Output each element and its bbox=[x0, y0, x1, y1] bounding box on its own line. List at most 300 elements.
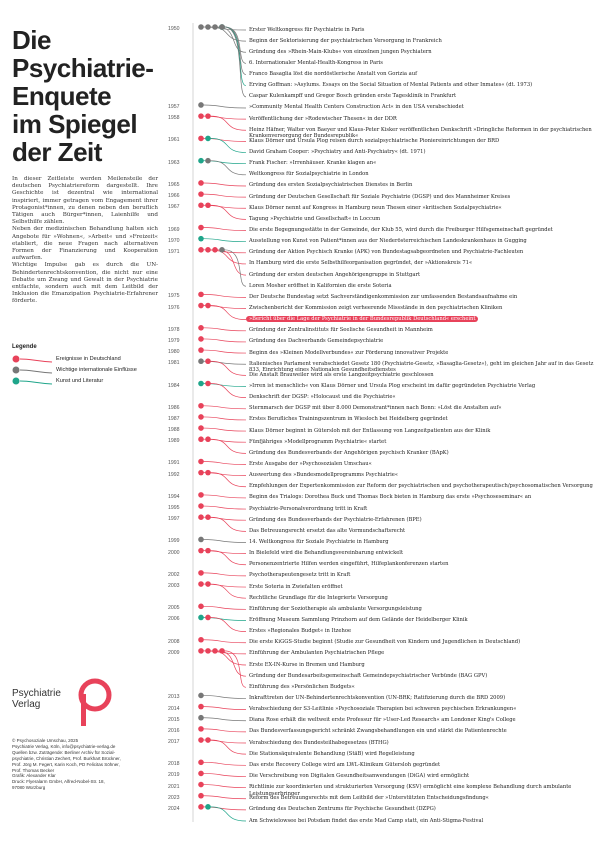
year-label: 2024 bbox=[168, 805, 180, 812]
event-connector bbox=[204, 773, 247, 776]
event-connector bbox=[225, 27, 247, 86]
event-label: Das Bundesverfassungsgericht schränkt Zwangsbehandlungen ein und stärkt die Patientenrechte bbox=[249, 728, 507, 735]
event-dot bbox=[198, 470, 204, 476]
event-dot bbox=[212, 247, 218, 253]
year-label: 1965 bbox=[168, 181, 180, 188]
year-label: 2009 bbox=[168, 649, 180, 656]
year-label: 1961 bbox=[168, 137, 180, 144]
event-dot bbox=[219, 648, 225, 654]
event-dot bbox=[198, 648, 204, 654]
event-label: Beginn des Trialogs: Dorothea Buck und Thomas Bock bieten in Hamburg das erste »Psychoseseminar« an bbox=[249, 494, 532, 501]
event-dot bbox=[198, 102, 204, 108]
event-label: Weltkongress für Sozialpsychiatrie in London bbox=[249, 171, 369, 178]
event-dot bbox=[198, 403, 204, 409]
event-label: Psychotherapeutengesetz tritt in Kraft bbox=[249, 572, 351, 579]
event-dot bbox=[198, 782, 204, 788]
event-text bbox=[249, 305, 594, 312]
event-text bbox=[249, 673, 594, 680]
event-label: Gründung des ersten Sozialpsychiatrischen Dienstes in Berlin bbox=[249, 182, 413, 189]
event-label: Tagung »Psychiatrie und Gesellschaft« in Loccum bbox=[249, 215, 381, 222]
event-connector bbox=[225, 250, 247, 286]
intro-paragraph: Wichtige Impulse gab es durch die UN-Behindertenrechtskonvention, die nicht nur eine Debatte um Zwang und Gewalt in der Psychiatrie entfachte, sondern auch mit dem Leitbild der Inklusion die Emanzipation Psychiatrie-Erfahrener förderte. bbox=[12, 262, 158, 305]
event-dot bbox=[198, 113, 204, 119]
event-label: 14. Weltkongress für Soziale Psychiatrie in Hamburg bbox=[249, 538, 389, 545]
event-text bbox=[249, 372, 594, 379]
year-label: 2000 bbox=[168, 549, 180, 556]
year-label: 1957 bbox=[168, 103, 180, 110]
event-label: Zwischenbericht der Kommission zeigt verheerende Missstände in den psychiatrischen Kliniken bbox=[249, 305, 503, 312]
event-label: Gründung der ersten deutschen Angehörigengruppe in Stuttgart bbox=[249, 271, 421, 278]
legend-label: Ereignisse in Deutschland bbox=[56, 356, 121, 362]
event-text bbox=[249, 472, 594, 479]
event-label: Erste Soteria in Zwiefalten eröffnet bbox=[249, 583, 343, 590]
event-label: Ausstellung von Kunst von Patient*innen aus der Niederösterreichischen Landeskrankenhaus in Gugging bbox=[249, 238, 527, 245]
event-dot bbox=[198, 570, 204, 576]
event-text bbox=[249, 350, 594, 357]
event-connector bbox=[204, 707, 247, 710]
event-label: Frank Fischer: »Irrenhäuser. Kranke klagen an« bbox=[249, 160, 377, 167]
credit-line: Grafik: Alexander Klar bbox=[12, 773, 56, 779]
year-label: 1984 bbox=[168, 382, 180, 389]
credit-line: © Psychosoziale Umschau, 2025 bbox=[12, 738, 79, 743]
event-connector bbox=[204, 461, 247, 464]
year-label: 1975 bbox=[168, 293, 180, 300]
event-dot bbox=[205, 548, 211, 554]
event-dot bbox=[198, 336, 204, 342]
event-connector bbox=[204, 228, 247, 231]
event-label: Beginn der Sektorisierung der psychiatrischen Versorgung in Frankreich bbox=[249, 37, 442, 44]
event-connector bbox=[225, 651, 247, 687]
event-dot bbox=[198, 581, 204, 587]
event-dot bbox=[198, 303, 204, 309]
event-label: Fünfjähriges »Modellprogramm Psychiatrie« startet bbox=[249, 438, 387, 445]
event-label: Caspar Kulenkampff und Gregor Bosch gründen erste Tagesklinik in Frankfurt bbox=[249, 93, 457, 100]
event-text bbox=[249, 506, 594, 513]
credit-line: Prof. Thomas Becker bbox=[12, 767, 55, 773]
event-label: Einführung der Soziotherapie als ambulante Versorgungsleistung bbox=[249, 605, 422, 612]
event-text bbox=[249, 561, 594, 568]
event-text bbox=[249, 93, 594, 100]
event-connector bbox=[204, 239, 247, 242]
event-dot bbox=[198, 615, 204, 621]
event-text bbox=[249, 294, 594, 301]
event-text bbox=[249, 606, 594, 613]
event-text bbox=[249, 539, 594, 546]
event-dot bbox=[212, 648, 218, 654]
event-dot bbox=[212, 24, 218, 30]
year-label: 1986 bbox=[168, 404, 180, 411]
year-label: 1958 bbox=[168, 115, 180, 122]
event-label: Franco Basaglia löst die nordöstlerische Anstalt von Gorizia auf bbox=[249, 71, 417, 78]
event-text bbox=[249, 416, 594, 423]
event-dot bbox=[205, 648, 211, 654]
event-text bbox=[249, 104, 594, 111]
event-connector bbox=[204, 785, 247, 788]
event-text bbox=[249, 38, 594, 45]
event-text bbox=[249, 149, 594, 156]
event-dot bbox=[205, 737, 211, 743]
event-dot bbox=[198, 537, 204, 543]
event-label: Gründung der Aktion Psychisch Kranke (APK) von Bundestagsabgeordneten und Psychiatrie-Fachleuten bbox=[249, 249, 524, 256]
event-dot bbox=[198, 604, 204, 610]
event-text bbox=[249, 116, 594, 123]
event-label: Inkrafttreten der UN-Behindertenrechtskonvention (UN-BRK; Ratifizierung durch die BRD 2009) bbox=[249, 694, 506, 701]
event-label: Eröffnung Museum Sammlung Prinzhorn auf dem Gelände der Heidelberger Klinik bbox=[249, 616, 468, 623]
title-line: Enquete bbox=[12, 81, 112, 111]
event-text bbox=[249, 249, 594, 256]
event-connector bbox=[204, 417, 247, 420]
event-text bbox=[249, 60, 594, 67]
event-label: Sternmarsch der DGSP mit über 8.000 Demonstrant*innen nach Bonn: »Löst die Anstalten auf« bbox=[249, 405, 502, 412]
event-dot bbox=[198, 191, 204, 197]
event-text bbox=[249, 227, 594, 234]
event-text bbox=[249, 49, 594, 56]
event-label: Psychiatrie-Personalverordnung tritt in Kraft bbox=[249, 505, 368, 512]
event-connector bbox=[204, 350, 247, 353]
event-label: Denkschrift der DGSP: »Holocaust und die Psychiatrie« bbox=[249, 394, 396, 401]
event-connector bbox=[204, 729, 247, 732]
event-dot bbox=[198, 548, 204, 554]
event-label: Gründung des Bundesverbands der Psychiatrie-Erfahrenen (BPE) bbox=[249, 516, 422, 523]
event-text bbox=[249, 160, 594, 167]
event-text bbox=[249, 572, 594, 579]
event-dot bbox=[198, 180, 204, 186]
event-label: Diana Rose erhält die weltweit erste Professur für »User-Led Research« am Londoner King's College bbox=[249, 717, 516, 724]
credit-line: Druck: Flyeralarm GmbH, Alfred-Nobel-Str. 18, bbox=[12, 779, 105, 785]
event-label: Gründung der Bundesarbeitsgemeinschaft Gemeindepsychiatrischer Verbünde (BAG GPV) bbox=[249, 672, 488, 679]
event-label: »Bericht über die Lage der Psychiatrie in der Bundesrepublik Deutschland« erscheint bbox=[246, 316, 478, 322]
event-text bbox=[249, 283, 594, 290]
credit-line: 97080 Würzburg bbox=[12, 785, 46, 791]
year-label: 1969 bbox=[168, 226, 180, 233]
event-text bbox=[249, 327, 594, 334]
event-text bbox=[249, 82, 594, 89]
year-label: 1970 bbox=[168, 237, 180, 244]
event-text bbox=[249, 138, 594, 145]
event-label: Veröffentlichung der »Rodewischer Thesen« in der DDR bbox=[249, 115, 397, 122]
event-text bbox=[249, 272, 594, 279]
event-text bbox=[249, 528, 594, 535]
year-label: 1980 bbox=[168, 349, 180, 356]
event-dot bbox=[205, 581, 211, 587]
event-label: Das Betreuungsrecht ersetzt das alte Vormundschaftsrecht bbox=[249, 527, 406, 534]
event-connector bbox=[218, 250, 247, 275]
event-label: Erste Ausgabe der »Psychosozialen Umschau« bbox=[249, 460, 372, 467]
year-label: 1995 bbox=[168, 505, 180, 512]
event-dot bbox=[198, 247, 204, 253]
event-label: Die Verschreibung von Digitalen Gesundheitsanwendungen (DiGA) wird ermöglicht bbox=[249, 772, 470, 779]
year-label: 1950 bbox=[168, 26, 180, 32]
event-label: Verabschiedung der S3-Leitlinie »Psychosoziale Therapien bei schweren psychischen Erkrankungen« bbox=[249, 706, 517, 713]
event-text bbox=[249, 182, 594, 189]
event-text bbox=[249, 818, 594, 825]
logo-line: Psychiatrie bbox=[12, 688, 61, 699]
event-text bbox=[249, 617, 594, 624]
event-label: Reform des Betreuungsrechts mit dem Leitbild der »Unterstützten Entscheidungsfindung« bbox=[249, 795, 489, 802]
event-label: In Bielefeld wird die Behandlungsvereinbarung entwickelt bbox=[249, 550, 404, 557]
event-dot bbox=[198, 759, 204, 765]
year-label: 1966 bbox=[168, 193, 180, 200]
event-dot bbox=[198, 693, 204, 699]
event-dot bbox=[205, 158, 211, 164]
year-label: 1989 bbox=[168, 438, 180, 445]
event-dot bbox=[219, 247, 225, 253]
event-connector bbox=[204, 573, 247, 576]
year-label: 2016 bbox=[168, 727, 180, 734]
event-dot bbox=[205, 136, 211, 142]
event-connector bbox=[204, 294, 247, 297]
event-label: Die Anstalt Brauweiler wird als erste Langzeitpsychiatrie geschlossen bbox=[249, 371, 434, 378]
event-dot bbox=[198, 514, 204, 520]
event-text bbox=[249, 238, 594, 245]
event-label: Gründung der Deutschen Gesellschaft für Soziale Psychiatrie (DGSP) und des Mannheimer Kreises bbox=[249, 193, 511, 200]
event-dot bbox=[205, 514, 211, 520]
year-label: 2021 bbox=[168, 783, 180, 790]
event-text bbox=[249, 584, 594, 591]
event-label: Personenzentrierte Hilfen werden eingeführt, Hilfeplankonferenzen starten bbox=[249, 561, 449, 568]
event-label: Richtlinie zur koordinierten und strukturierten Versorgung (KSV) ermöglicht eine komplexe Behandlung durch ambulante Leistungserbringer bbox=[249, 784, 572, 797]
event-text bbox=[249, 517, 594, 524]
year-label: 2005 bbox=[168, 605, 180, 612]
event-dot bbox=[198, 503, 204, 509]
credit-line: psychiatrie, Christian Zechert, Prof. Burkhart Brückner, bbox=[12, 755, 121, 761]
year-label: 2018 bbox=[168, 761, 180, 768]
event-text bbox=[249, 216, 594, 223]
event-label: Heinz Häfner, Walter von Baeyer und Klaus-Peter Kisker veröffentlichen Denkschrift »Dringliche Reformen in der psychiatrischen Krankenversorgung der Bundesrepublik« bbox=[249, 126, 592, 140]
event-dot bbox=[198, 715, 204, 721]
year-label: 2015 bbox=[168, 716, 180, 723]
event-label: Am Schwielowsee bei Potsdam findet das erste Mad Camp statt, ein Anti-Stigma-Festival bbox=[249, 817, 484, 824]
event-label: David Graham Cooper: »Psychiatry and Anti-Psychiatry« (dt. 1971) bbox=[249, 149, 426, 156]
event-text bbox=[249, 773, 594, 780]
intro-paragraph: In dieser Zeitleiste werden Meilensteile der deutschen Psychiatriereform dargestellt. Ihre Geschichte ist dezentral wie international inspiriert, immer getragen vom Engagement ihrer Protagonist*innen, zu denen neben den beruflich Tätigen auch Bürger*innen, Laienhilfe und Selbsthilfe zählen. bbox=[12, 176, 158, 226]
event-text bbox=[249, 728, 594, 735]
event-dot bbox=[205, 202, 211, 208]
event-connector bbox=[204, 105, 247, 108]
event-text bbox=[249, 450, 594, 457]
credit-line: Quellen bzw. Zuträgende: Berliner Archiv für Sozial- bbox=[12, 749, 116, 755]
event-label: »Community Mental Health Centers Construction Act« in den USA verabschiedet bbox=[249, 104, 464, 111]
event-label: Klaus Dörner und Ursula Plog reisen durch sozialpsychiatrische Pioniereinrichtungen der BRD bbox=[249, 137, 500, 144]
year-label: 2013 bbox=[168, 694, 180, 701]
event-text bbox=[249, 628, 594, 635]
event-text bbox=[249, 639, 594, 646]
event-label: Beginn des »Kleinen Modellverbundes« zur Förderung innovativer Projekte bbox=[249, 349, 449, 356]
event-text bbox=[249, 717, 594, 724]
event-connector bbox=[204, 428, 247, 431]
event-dot bbox=[198, 637, 204, 643]
event-connector bbox=[204, 796, 247, 799]
event-label: Loren Mosher eröffnet in Kalifornien die erste Soteria bbox=[249, 282, 392, 289]
event-connector bbox=[204, 640, 247, 643]
year-label: 2019 bbox=[168, 772, 180, 779]
event-text bbox=[249, 695, 594, 702]
event-connector bbox=[204, 695, 247, 698]
event-label: Die Stationsäquivalente Behandlung (StäB) wird Regelleistung bbox=[249, 750, 415, 757]
event-connector bbox=[204, 183, 247, 186]
event-label: Erste EX-IN-Kurse in Bremen und Hamburg bbox=[249, 661, 365, 668]
event-label: Erving Goffman: »Asylums. Essays on the Social Situation of Mental Patients and other Inmates« (dt. 1973) bbox=[249, 82, 533, 89]
year-label: 1987 bbox=[168, 415, 180, 422]
event-connector bbox=[204, 506, 247, 509]
event-text bbox=[249, 27, 594, 34]
event-text bbox=[249, 439, 594, 446]
event-dot bbox=[205, 303, 211, 309]
event-text bbox=[249, 383, 594, 390]
year-label: 2003 bbox=[168, 583, 180, 590]
event-connector bbox=[218, 651, 247, 676]
event-dot bbox=[198, 236, 204, 242]
event-dot bbox=[198, 793, 204, 799]
event-text bbox=[249, 751, 594, 758]
event-dot bbox=[219, 24, 225, 30]
event-connector bbox=[204, 406, 247, 409]
event-text bbox=[249, 595, 594, 602]
year-label: 1978 bbox=[168, 326, 180, 333]
event-label: Verabschiedung des Bundesteilhabegesetzes (BTHG) bbox=[249, 739, 389, 746]
event-text bbox=[249, 740, 594, 747]
event-label: Gründung der Zentralinstituts für Seelische Gesundheit in Mannheim bbox=[249, 327, 433, 334]
event-label: Die erste KiGGS-Studie beginnt (Studie zur Gesundheit von Kindern und Jugendlichen in Deutschland) bbox=[249, 639, 521, 646]
event-text bbox=[249, 706, 594, 713]
event-label: Rechtliche Grundlage für die Integrierte Versorgung bbox=[249, 594, 388, 601]
title-line: im Spiegel bbox=[12, 109, 138, 139]
event-connector bbox=[204, 495, 247, 498]
event-dot bbox=[205, 113, 211, 119]
event-dot bbox=[198, 492, 204, 498]
event-connector bbox=[204, 328, 247, 331]
event-dot bbox=[198, 292, 204, 298]
event-label: Erstes Berufliches Trainingszentrum in Wiesloch bei Heidelberg gegründet bbox=[249, 416, 448, 423]
event-label: Italienisches Parlament verabschiedet Gesetz 180 (Psychiatrie-Gesetz, »Basaglia-Gesetz«), geht im gleichen Jahr auf in das Gesetz 833, Einrichtung eines Nationalen Gesundheitsdienstes bbox=[249, 360, 594, 374]
event-dot bbox=[205, 470, 211, 476]
event-label: Die erste Begegnungsstätte in der Gemeinde, der Klub 55, wird durch die Freiburger Hilfsgemeinschaft gegründet bbox=[249, 227, 553, 234]
year-label: 1981 bbox=[168, 360, 180, 367]
event-dot bbox=[198, 347, 204, 353]
event-connector bbox=[204, 762, 247, 765]
event-dot bbox=[205, 358, 211, 364]
event-connector bbox=[204, 606, 247, 609]
event-dot bbox=[198, 726, 204, 732]
title-line: Psychiatrie- bbox=[12, 53, 154, 83]
credit-line: Prof. Jörg M. Fegert, Karin Koch, PD Felicitas Söhner, bbox=[12, 761, 120, 767]
event-text bbox=[249, 795, 594, 802]
year-label: 1963 bbox=[168, 159, 180, 166]
event-label: Auswertung des »Bundesmodellprogramms Psychiatrie« bbox=[249, 472, 399, 479]
event-label: Das erste Recovery College wird am LWL-Klinikum Gütersloh gegründet bbox=[249, 761, 441, 768]
event-text bbox=[249, 461, 594, 468]
event-dot bbox=[198, 414, 204, 420]
year-label: 2017 bbox=[168, 739, 180, 745]
event-label: »Irren ist menschlich« von Klaus Dörner und Ursula Plog erscheint im dafür gegründeten Psychiatrie Verlag bbox=[249, 383, 536, 389]
year-label: 1992 bbox=[168, 471, 180, 478]
event-dot bbox=[198, 24, 204, 30]
event-dot bbox=[198, 381, 204, 387]
event-dot bbox=[198, 325, 204, 331]
event-dot bbox=[198, 737, 204, 743]
year-label: 1997 bbox=[168, 516, 180, 523]
event-label: Gründung des Bundesverbands der Angehörigen psychisch Kranker (BApK) bbox=[249, 449, 449, 456]
event-text bbox=[249, 662, 594, 669]
event-text bbox=[249, 806, 594, 813]
event-text bbox=[249, 762, 594, 769]
event-text bbox=[249, 494, 594, 501]
year-label: 1971 bbox=[168, 248, 180, 255]
year-label: 1979 bbox=[168, 337, 180, 344]
event-dot bbox=[205, 381, 211, 387]
year-label: 2002 bbox=[168, 571, 180, 578]
legend-label: Kunst und Literatur bbox=[56, 378, 104, 384]
event-dot bbox=[205, 804, 211, 810]
event-text bbox=[249, 550, 594, 557]
event-text bbox=[249, 338, 594, 345]
event-dot bbox=[198, 202, 204, 208]
event-label: Klaus Dörner beginnt in Gütersloh mit der Entlassung von Langzeitpatienten aus der Klinik bbox=[249, 427, 491, 434]
event-dot bbox=[198, 158, 204, 164]
event-text bbox=[249, 650, 594, 657]
event-dot bbox=[205, 24, 211, 30]
event-dot bbox=[198, 225, 204, 231]
event-text bbox=[249, 260, 594, 267]
event-connector bbox=[225, 27, 247, 63]
year-label: 1991 bbox=[168, 460, 180, 467]
event-text bbox=[249, 394, 594, 401]
title-line: Die bbox=[12, 25, 51, 55]
event-label: Gründung des Deutschen Zentrums für Psychische Gesundheit (DZPG) bbox=[249, 806, 436, 813]
year-label: 1967 bbox=[168, 204, 180, 211]
event-text bbox=[249, 428, 594, 435]
event-text bbox=[249, 194, 594, 201]
event-label: Klaus Dörner nennt auf Kongress in Hamburg neun Thesen einer »kritischen Sozialpsychiatrie« bbox=[249, 204, 502, 211]
event-text bbox=[249, 171, 594, 178]
intro-paragraph: Neben der medizinischen Behandlung halten sich Angebote für »Wohnen«, »Arbeit« und »Freizeit« etabliert, die neue Fragen nach alternativen Formen der Finanzierung und Kooperation aufwarfen. bbox=[12, 226, 158, 262]
year-label: 2006 bbox=[168, 616, 180, 623]
event-label: Der Deutsche Bundestag setzt Sachverständigenkommission zur umfassenden Bestandsaufnahme ein bbox=[249, 293, 518, 300]
event-text bbox=[249, 483, 594, 490]
title-line: der Zeit bbox=[12, 137, 102, 167]
event-dot bbox=[198, 358, 204, 364]
event-label: Gründung des »Rhein-Main-Klubs« von einzelnen jungen Psychiatern bbox=[249, 48, 432, 55]
event-text bbox=[249, 684, 594, 691]
event-label: Erstes »Regionales Budget« in Itzehoe bbox=[249, 628, 352, 635]
event-dot bbox=[205, 615, 211, 621]
event-dot bbox=[205, 436, 211, 442]
event-connector bbox=[204, 194, 247, 197]
event-dot bbox=[198, 704, 204, 710]
event-connector bbox=[204, 718, 247, 721]
year-label: 2014 bbox=[168, 705, 180, 712]
legend-label: Wichtige internationale Einflüsse bbox=[56, 367, 137, 373]
year-label: 1976 bbox=[168, 304, 180, 311]
event-label: Einführung des »Persönlichen Budgets« bbox=[249, 683, 355, 690]
year-label: 1988 bbox=[168, 427, 180, 434]
legend-title: Legende bbox=[12, 344, 37, 350]
event-label: Gründung des Dachverbands Gemeindepsychiatrie bbox=[249, 338, 384, 345]
event-label: 6. Internationaler Mental-Health-Kongress in Paris bbox=[249, 59, 383, 66]
event-dot bbox=[198, 804, 204, 810]
event-label: Empfehlungen der Expertenkommission zur Reform der psychiatrischen und psychotherapeutisch/psychosomatischen Versorgung bbox=[249, 483, 593, 490]
event-connector bbox=[204, 539, 247, 542]
event-dot bbox=[198, 425, 204, 431]
event-text bbox=[249, 316, 594, 323]
event-text bbox=[249, 71, 594, 78]
event-dot bbox=[198, 136, 204, 142]
event-text bbox=[249, 205, 594, 212]
event-label: Einführung der Ambulanten Psychiatrischen Pflege bbox=[249, 650, 385, 657]
year-label: 1999 bbox=[168, 538, 180, 545]
logo-line: Verlag bbox=[12, 699, 41, 710]
event-label: Erster Weltkongress für Psychiatrie in Paris bbox=[249, 26, 365, 33]
